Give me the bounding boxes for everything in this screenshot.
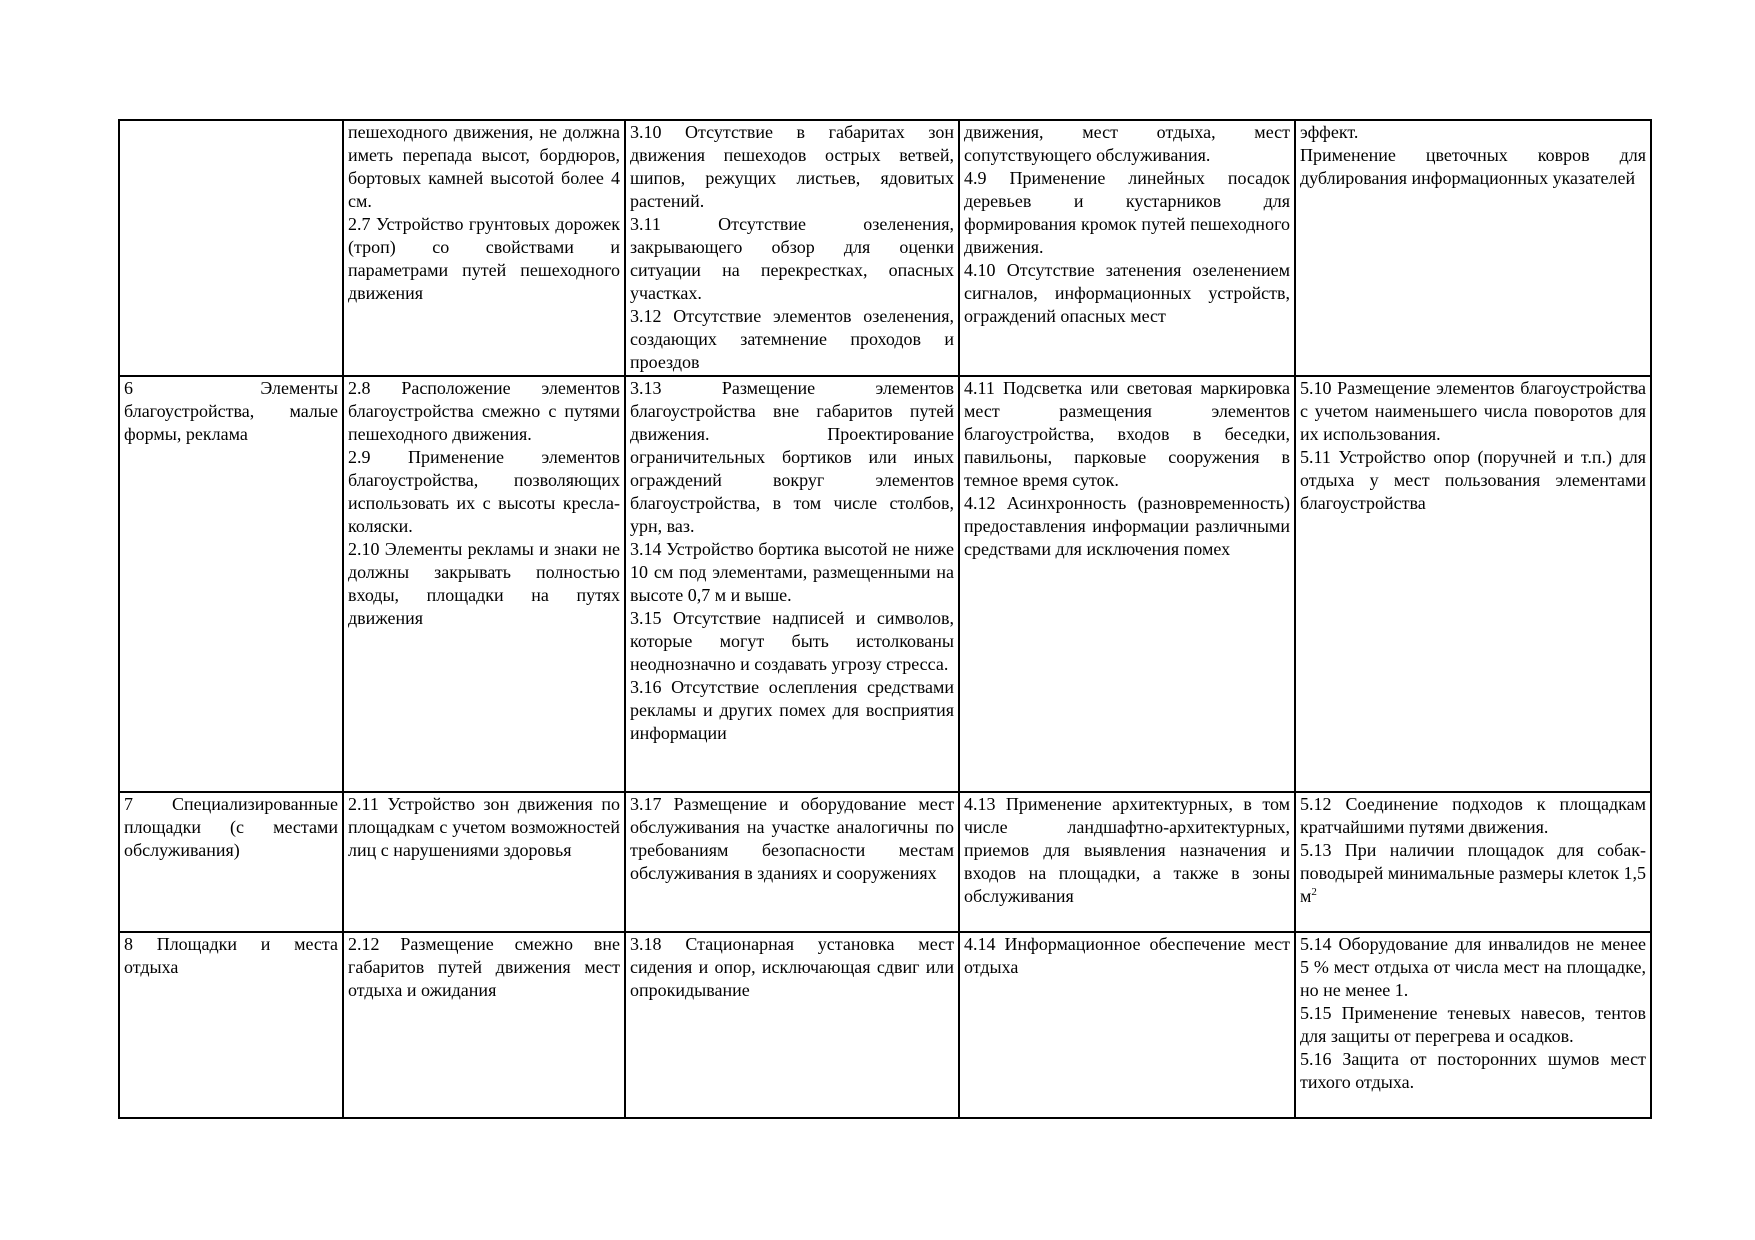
- cell-paragraph: 5.11 Устройство опор (поручней и т.п.) для отдыха у мест пользования элементами благоустройства: [1300, 447, 1646, 513]
- table-row: [119, 792, 1651, 932]
- cell-paragraph: 3.12 Отсутствие элементов озеленения, создающих затемнение проходов и проездов: [630, 306, 954, 372]
- cell-paragraph: 5.10 Размещение элементов благоустройства с учетом наименьшего числа поворотов для их использования.: [1300, 378, 1646, 444]
- superscript: 2: [1311, 886, 1317, 898]
- cell-paragraph: 2.10 Элементы рекламы и знаки не должны закрывать полностью входы, площадки на путях движения: [348, 539, 620, 628]
- cell-paragraph: 5.15 Применение теневых навесов, тентов для защиты от перегрева и осадков.: [1300, 1003, 1646, 1046]
- cell-paragraph: 2.12 Размещение смежно вне габаритов путей движения мест отдыха и ожидания: [348, 934, 620, 1000]
- cell-paragraph: 3.17 Размещение и оборудование мест обслуживания на участке аналогичны по требованиям безопасности местам обслуживания в зданиях и сооружениях: [630, 794, 954, 883]
- cell-paragraph: 4.12 Асинхронность (разновременность) предоставления информации различными средствами для исключения помех: [964, 493, 1290, 559]
- table-cell: [343, 376, 625, 792]
- cell-paragraph: 4.14 Информационное обеспечение мест отдыха: [964, 934, 1290, 977]
- table-cell: [625, 792, 959, 932]
- cell-paragraph: 3.18 Стационарная установка мест сидения и опор, исключающая сдвиг или опрокидывание: [630, 934, 954, 1000]
- table-cell-category: [119, 120, 343, 376]
- table-cell-category: [119, 792, 343, 932]
- category-label: 6 Элементы благоустройства, малые формы, реклама: [124, 378, 338, 444]
- cell-paragraph: 3.10 Отсутствие в габаритах зон движения пешеходов острых ветвей, шипов, режущих листьев, ядовитых растений.: [630, 122, 954, 211]
- cell-paragraph: пешеходного движения, не должна иметь перепада высот, бордюров, бортовых камней высотой более 4 см.: [348, 122, 620, 211]
- table-cell: [1295, 792, 1651, 932]
- cell-paragraph: 4.10 Отсутствие затенения озеленением сигналов, информационных устройств, ограждений опасных мест: [964, 260, 1290, 326]
- table-cell: [1295, 376, 1651, 792]
- cell-paragraph: 5.14 Оборудование для инвалидов не менее 5 % мест отдыха от числа мест на площадке, но не менее 1.: [1300, 934, 1646, 1000]
- requirements-table: [118, 119, 1652, 1119]
- cell-paragraph: 4.9 Применение линейных посадок деревьев и кустарников для формирования кромок путей пешеходного движения.: [964, 168, 1290, 257]
- table-cell: [625, 120, 959, 376]
- cell-paragraph: 3.13 Размещение элементов благоустройства вне габаритов путей движения. Проектирование ограничительных бортиков или иных ограждений вокруг элементов благоустройства, в том числе столбов, урн, ваз.: [630, 378, 954, 536]
- cell-paragraph: 2.7 Устройство грунтовых дорожек (троп) со свойствами и параметрами путей пешеходного движения: [348, 214, 620, 303]
- table-cell: [1295, 120, 1651, 376]
- table-cell-category: [119, 932, 343, 1118]
- table-cell: [959, 792, 1295, 932]
- table-cell: [625, 376, 959, 792]
- cell-paragraph: 3.11 Отсутствие озеленения, закрывающего обзор для оценки ситуации на перекрестках, опасных участках.: [630, 214, 954, 303]
- cell-paragraph: 3.14 Устройство бортика высотой не ниже 10 см под элементами, размещенными на высоте 0,7 м и выше.: [630, 539, 954, 605]
- cell-paragraph: 2.8 Расположение элементов благоустройства смежно с путями пешеходного движения.: [348, 378, 620, 444]
- table-cell: [343, 932, 625, 1118]
- table-cell: [959, 932, 1295, 1118]
- table-cell: [625, 932, 959, 1118]
- cell-paragraph: 3.15 Отсутствие надписей и символов, которые могут быть истолкованы неоднозначно и создавать угрозу стресса.: [630, 608, 954, 674]
- cell-paragraph: 5.16 Защита от посторонних шумов мест тихого отдыха.: [1300, 1049, 1646, 1092]
- cell-paragraph: 4.11 Подсветка или световая маркировка мест размещения элементов благоустройства, входов в беседки, павильоны, парковые сооружения в темное время суток.: [964, 378, 1290, 490]
- table-row: [119, 932, 1651, 1118]
- table-cell: [1295, 932, 1651, 1118]
- table-cell: [343, 792, 625, 932]
- table-row: [119, 376, 1651, 792]
- cell-paragraph: [1300, 839, 1646, 908]
- category-label: 8 Площадки и места отдыха: [124, 934, 338, 977]
- table-row: [119, 120, 1651, 376]
- cell-paragraph: 4.13 Применение архитектурных, в том числе ландшафтно-архитектурных, приемов для выявления назначения и входов на площадки, а также в зоны обслуживания: [964, 794, 1290, 906]
- category-label: 7 Специализированные площадки (с местами обслуживания): [124, 794, 338, 860]
- cell-paragraph: 3.16 Отсутствие ослепления средствами рекламы и других помех для восприятия информации: [630, 677, 954, 743]
- table-cell: [959, 376, 1295, 792]
- cell-paragraph: эффект.: [1300, 122, 1359, 142]
- cell-paragraph: 5.12 Соединение подходов к площадкам кратчайшими путями движения.: [1300, 794, 1646, 837]
- cell-paragraph: движения, мест отдыха, мест сопутствующего обслуживания.: [964, 122, 1290, 165]
- table-cell: [343, 120, 625, 376]
- cell-paragraph: Применение цветочных ковров для дублирования информационных указателей: [1300, 145, 1646, 188]
- cell-paragraph: 2.9 Применение элементов благоустройства, позволяющих использовать их с высоты кресла-коляски.: [348, 447, 620, 536]
- table-cell: [959, 120, 1295, 376]
- cell-paragraph-text: 5.13 При наличии площадок для собак-поводырей минимальные размеры клеток 1,5 м: [1300, 840, 1646, 906]
- table-cell-category: [119, 376, 343, 792]
- cell-paragraph: 2.11 Устройство зон движения по площадкам с учетом возможностей лиц с нарушениями здоровья: [348, 794, 620, 860]
